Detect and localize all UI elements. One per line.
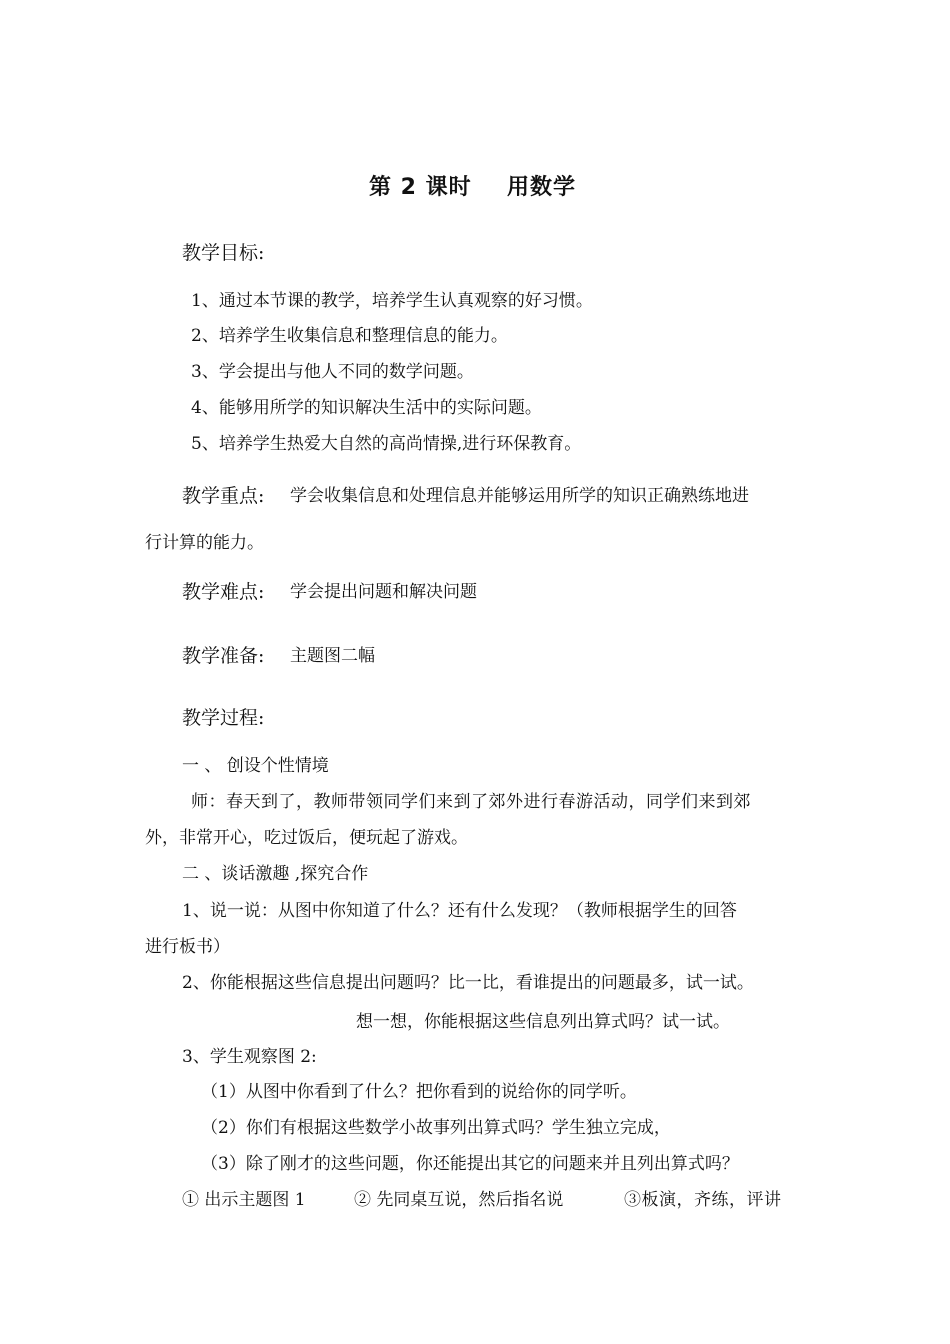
step2-line2: 想一想，你能根据这些信息列出算式吗？试一试。 — [356, 1012, 730, 1032]
step1-line2: 进行板书） — [145, 937, 230, 957]
objective-item-3: 3、学会提出与他人不同的数学问题。 — [191, 362, 474, 382]
steps-row-item-a: ① 出示主题图 1 — [182, 1190, 306, 1210]
lesson-number: 第 2 课时 — [369, 175, 472, 200]
preparation-text: 主题图二幅 — [290, 646, 375, 666]
section1-line2: 外，非常开心，吃过饭后，便玩起了游戏。 — [145, 828, 468, 848]
preparation-label: 教学准备: — [182, 645, 265, 667]
process-heading: 教学过程: — [182, 707, 265, 729]
step2-line1: 2、你能根据这些信息提出问题吗？比一比，看谁提出的问题最多，试一试。 — [182, 973, 754, 993]
objective-item-1: 1、通过本节课的教学，培养学生认真观察的好习惯。 — [191, 291, 593, 311]
steps-row-item-b: ② 先同桌互说，然后指名说 — [354, 1190, 564, 1210]
section1-title: 一 、 创设个性情境 — [182, 756, 329, 776]
lesson-topic: 用数学 — [507, 175, 577, 200]
objective-item-5: 5、培养学生热爱大自然的高尚情操,进行环保教育。 — [191, 434, 582, 454]
objectives-heading: 教学目标: — [182, 242, 265, 264]
steps-row-item-c: ③板演，齐练，评讲 — [624, 1190, 782, 1210]
objective-item-4: 4、能够用所学的知识解决生活中的实际问题。 — [191, 398, 542, 418]
step1-line1: 1、说一说：从图中你知道了什么？还有什么发现？（教师根据学生的回答 — [182, 901, 737, 921]
section1-line1: 师：春天到了，教师带领同学们来到了郊外进行春游活动，同学们来到郊 — [191, 792, 751, 812]
key-point-text-line1: 学会收集信息和处理信息并能够运用所学的知识正确熟练地进 — [290, 486, 749, 506]
difficulty-label: 教学难点: — [182, 581, 265, 603]
step3-item-3: （3）除了刚才的这些问题，你还能提出其它的问题来并且列出算式吗？ — [201, 1154, 739, 1174]
step3-item-2: （2）你们有根据这些数学小故事列出算式吗？学生独立完成， — [201, 1118, 671, 1138]
step3-title: 3、学生观察图 2: — [182, 1047, 317, 1067]
objective-item-2: 2、培养学生收集信息和整理信息的能力。 — [191, 326, 508, 346]
key-point-text-line2: 行计算的能力。 — [145, 533, 264, 553]
key-point-label: 教学重点: — [182, 485, 265, 507]
step3-item-1: （1）从图中你看到了什么？把你看到的说给你的同学听。 — [201, 1082, 637, 1102]
difficulty-text: 学会提出问题和解决问题 — [290, 582, 477, 602]
section2-title: 二 、谈话激趣 ,探究合作 — [182, 864, 369, 884]
